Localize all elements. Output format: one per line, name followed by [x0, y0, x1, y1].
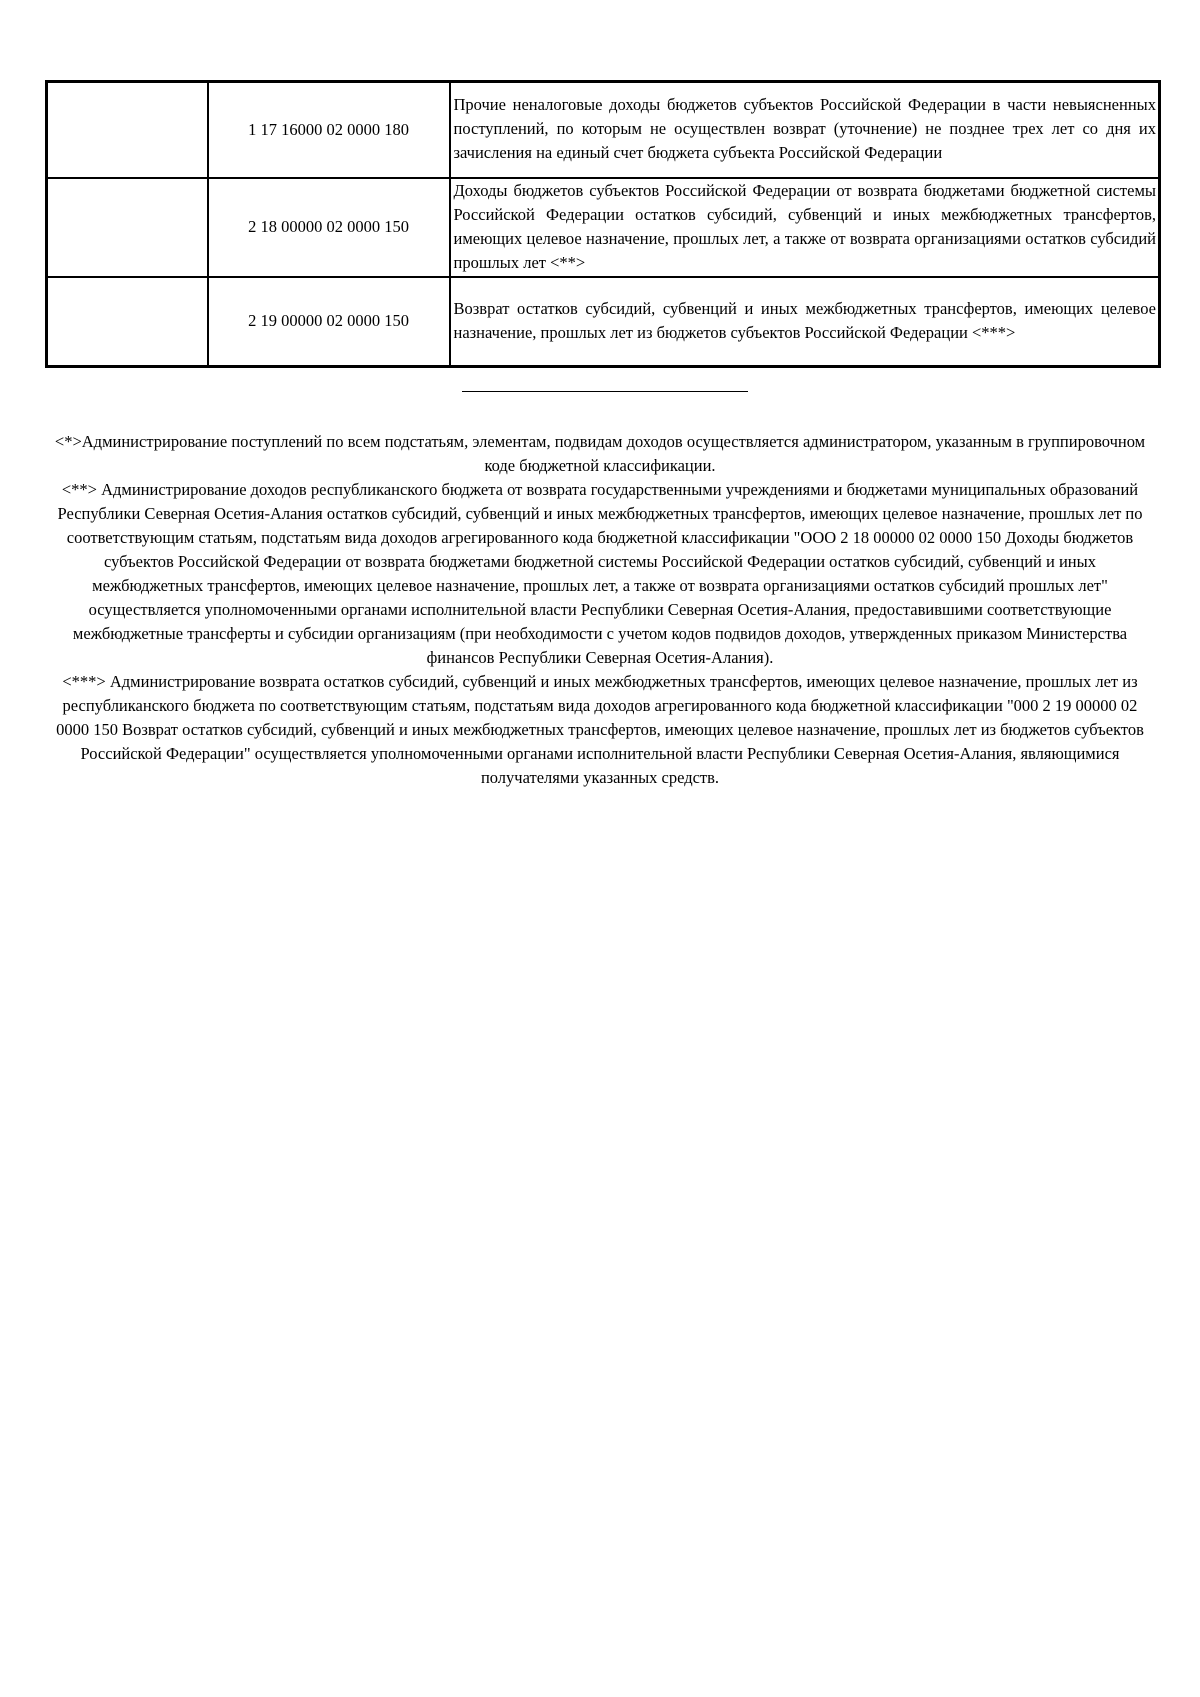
admin-code-cell: [47, 82, 208, 178]
admin-code-cell: [47, 277, 208, 367]
footnotes-section: [48, 430, 1152, 790]
table-row: [47, 82, 1160, 178]
budget-code-cell: 2 18 00000 02 0000 150: [208, 178, 450, 277]
revenue-description-cell: Прочие неналоговые доходы бюджетов субъектов Российской Федерации в части невыясненных поступлений, по которым не осуществлен возврат (уточнение) не позднее трех лет со дня их зачисления на единый счет бюджета субъекта Российской Федерации: [450, 82, 1160, 178]
footnote-separator: [462, 391, 748, 392]
footnote-3: <***> Администрирование возврата остатков субсидий, субвенций и иных межбюджетных трансфертов, имеющих целевое назначение, прошлых лет из республиканского бюджета по соответствующим статьям, подстатьям вида доходов агрегированного кода бюджетной классификации "000 2 19 00000 02 0000 150 Возврат остатков субсидий, субвенций и иных межбюджетных трансфертов, имеющих целевое назначение, прошлых лет из бюджетов субъектов Российской Федерации" осуществляется уполномоченными органами исполнительной власти Республики Северная Осетия-Алания, являющимися получателями указанных средств.: [56, 672, 1144, 787]
revenue-classification-table: [45, 80, 1161, 368]
footnote-2: <**> Администрирование доходов республиканского бюджета от возврата государственными учреждениями и бюджетами муниципальных образований Республики Северная Осетия-Алания остатков субсидий, субвенций и иных межбюджетных трансфертов, имеющих целевое назначение, прошлых лет по соответствующим статьям, подстатьям вида доходов агрегированного кода бюджетной классификации "ООО 2 18 00000 02 0000 150 Доходы бюджетов субъектов Российской Федерации от возврата бюджетами бюджетной системы Российской Федерации остатков субсидий, субвенций и иных межбюджетных трансфертов, имеющих целевое назначение, прошлых лет, а также от возврата организациями остатков субсидий прошлых лет" осуществляется уполномоченными органами исполнительной власти Республики Северная Осетия-Алания, предоставившими соответствующие межбюджетные трансферты и субсидии организациям (при необходимости с учетом кодов подвидов доходов, утвержденных приказом Министерства финансов Республики Северная Осетия-Алания).: [57, 480, 1143, 667]
revenue-description-cell: Доходы бюджетов субъектов Российской Федерации от возврата бюджетами бюджетной системы Российской Федерации остатков субсидий, субвенций и иных межбюджетных трансфертов, имеющих целевое назначение, прошлых лет, а также от возврата организациями остатков субсидий прошлых лет <**>: [450, 178, 1160, 277]
footnote-1: <*>Администрирование поступлений по всем подстатьям, элементам, подвидам доходов осуществляется администратором, указанным в группировочном коде бюджетной классификации.: [54, 432, 1146, 475]
budget-code-cell: 1 17 16000 02 0000 180: [208, 82, 450, 178]
table-row: [47, 178, 1160, 277]
revenue-description-cell: Возврат остатков субсидий, субвенций и иных межбюджетных трансфертов, имеющих целевое назначение, прошлых лет из бюджетов субъектов Российской Федерации <***>: [450, 277, 1160, 367]
budget-code-cell: 2 19 00000 02 0000 150: [208, 277, 450, 367]
admin-code-cell: [47, 178, 208, 277]
table-row: [47, 277, 1160, 367]
